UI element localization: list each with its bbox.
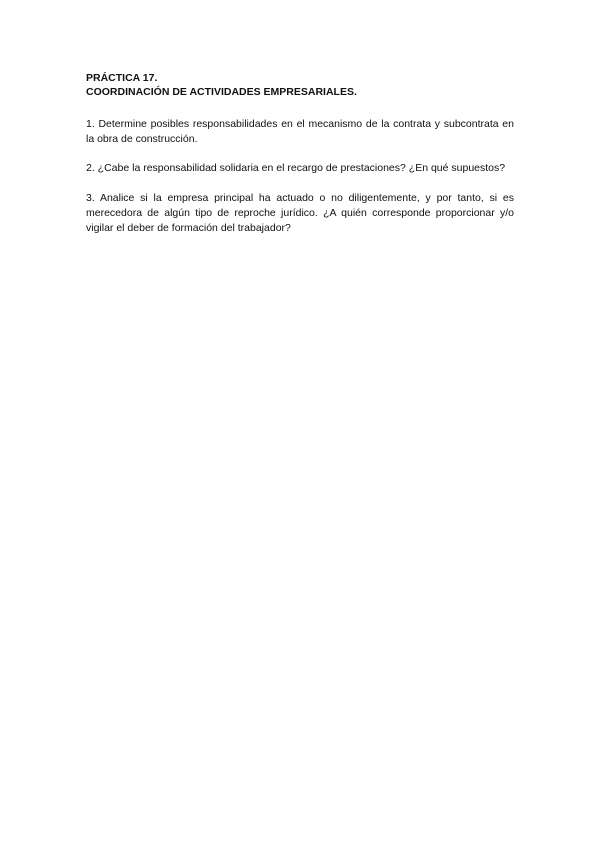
practice-number-heading: PRÁCTICA 17. xyxy=(86,72,158,84)
question-2: 2. ¿Cabe la responsabilidad solidaria en el recargo de prestaciones? ¿En qué supuestos? xyxy=(86,162,506,174)
question-1: 1. Determine posibles responsabilidades en el mecanismo de la contrata y subcontrata en la obra de construcción. xyxy=(86,118,514,145)
document-body xyxy=(86,72,514,236)
question-3: 3. Analice si la empresa principal ha actuado o no diligentemente, y por tanto, si es merecedora de algún tipo de reproche jurídico. ¿A quién corresponde proporcionar y/o vigilar el deber de formación del trabajador? xyxy=(86,192,514,234)
practice-title-heading: COORDINACIÓN DE ACTIVIDADES EMPRESARIALES. xyxy=(86,85,357,98)
